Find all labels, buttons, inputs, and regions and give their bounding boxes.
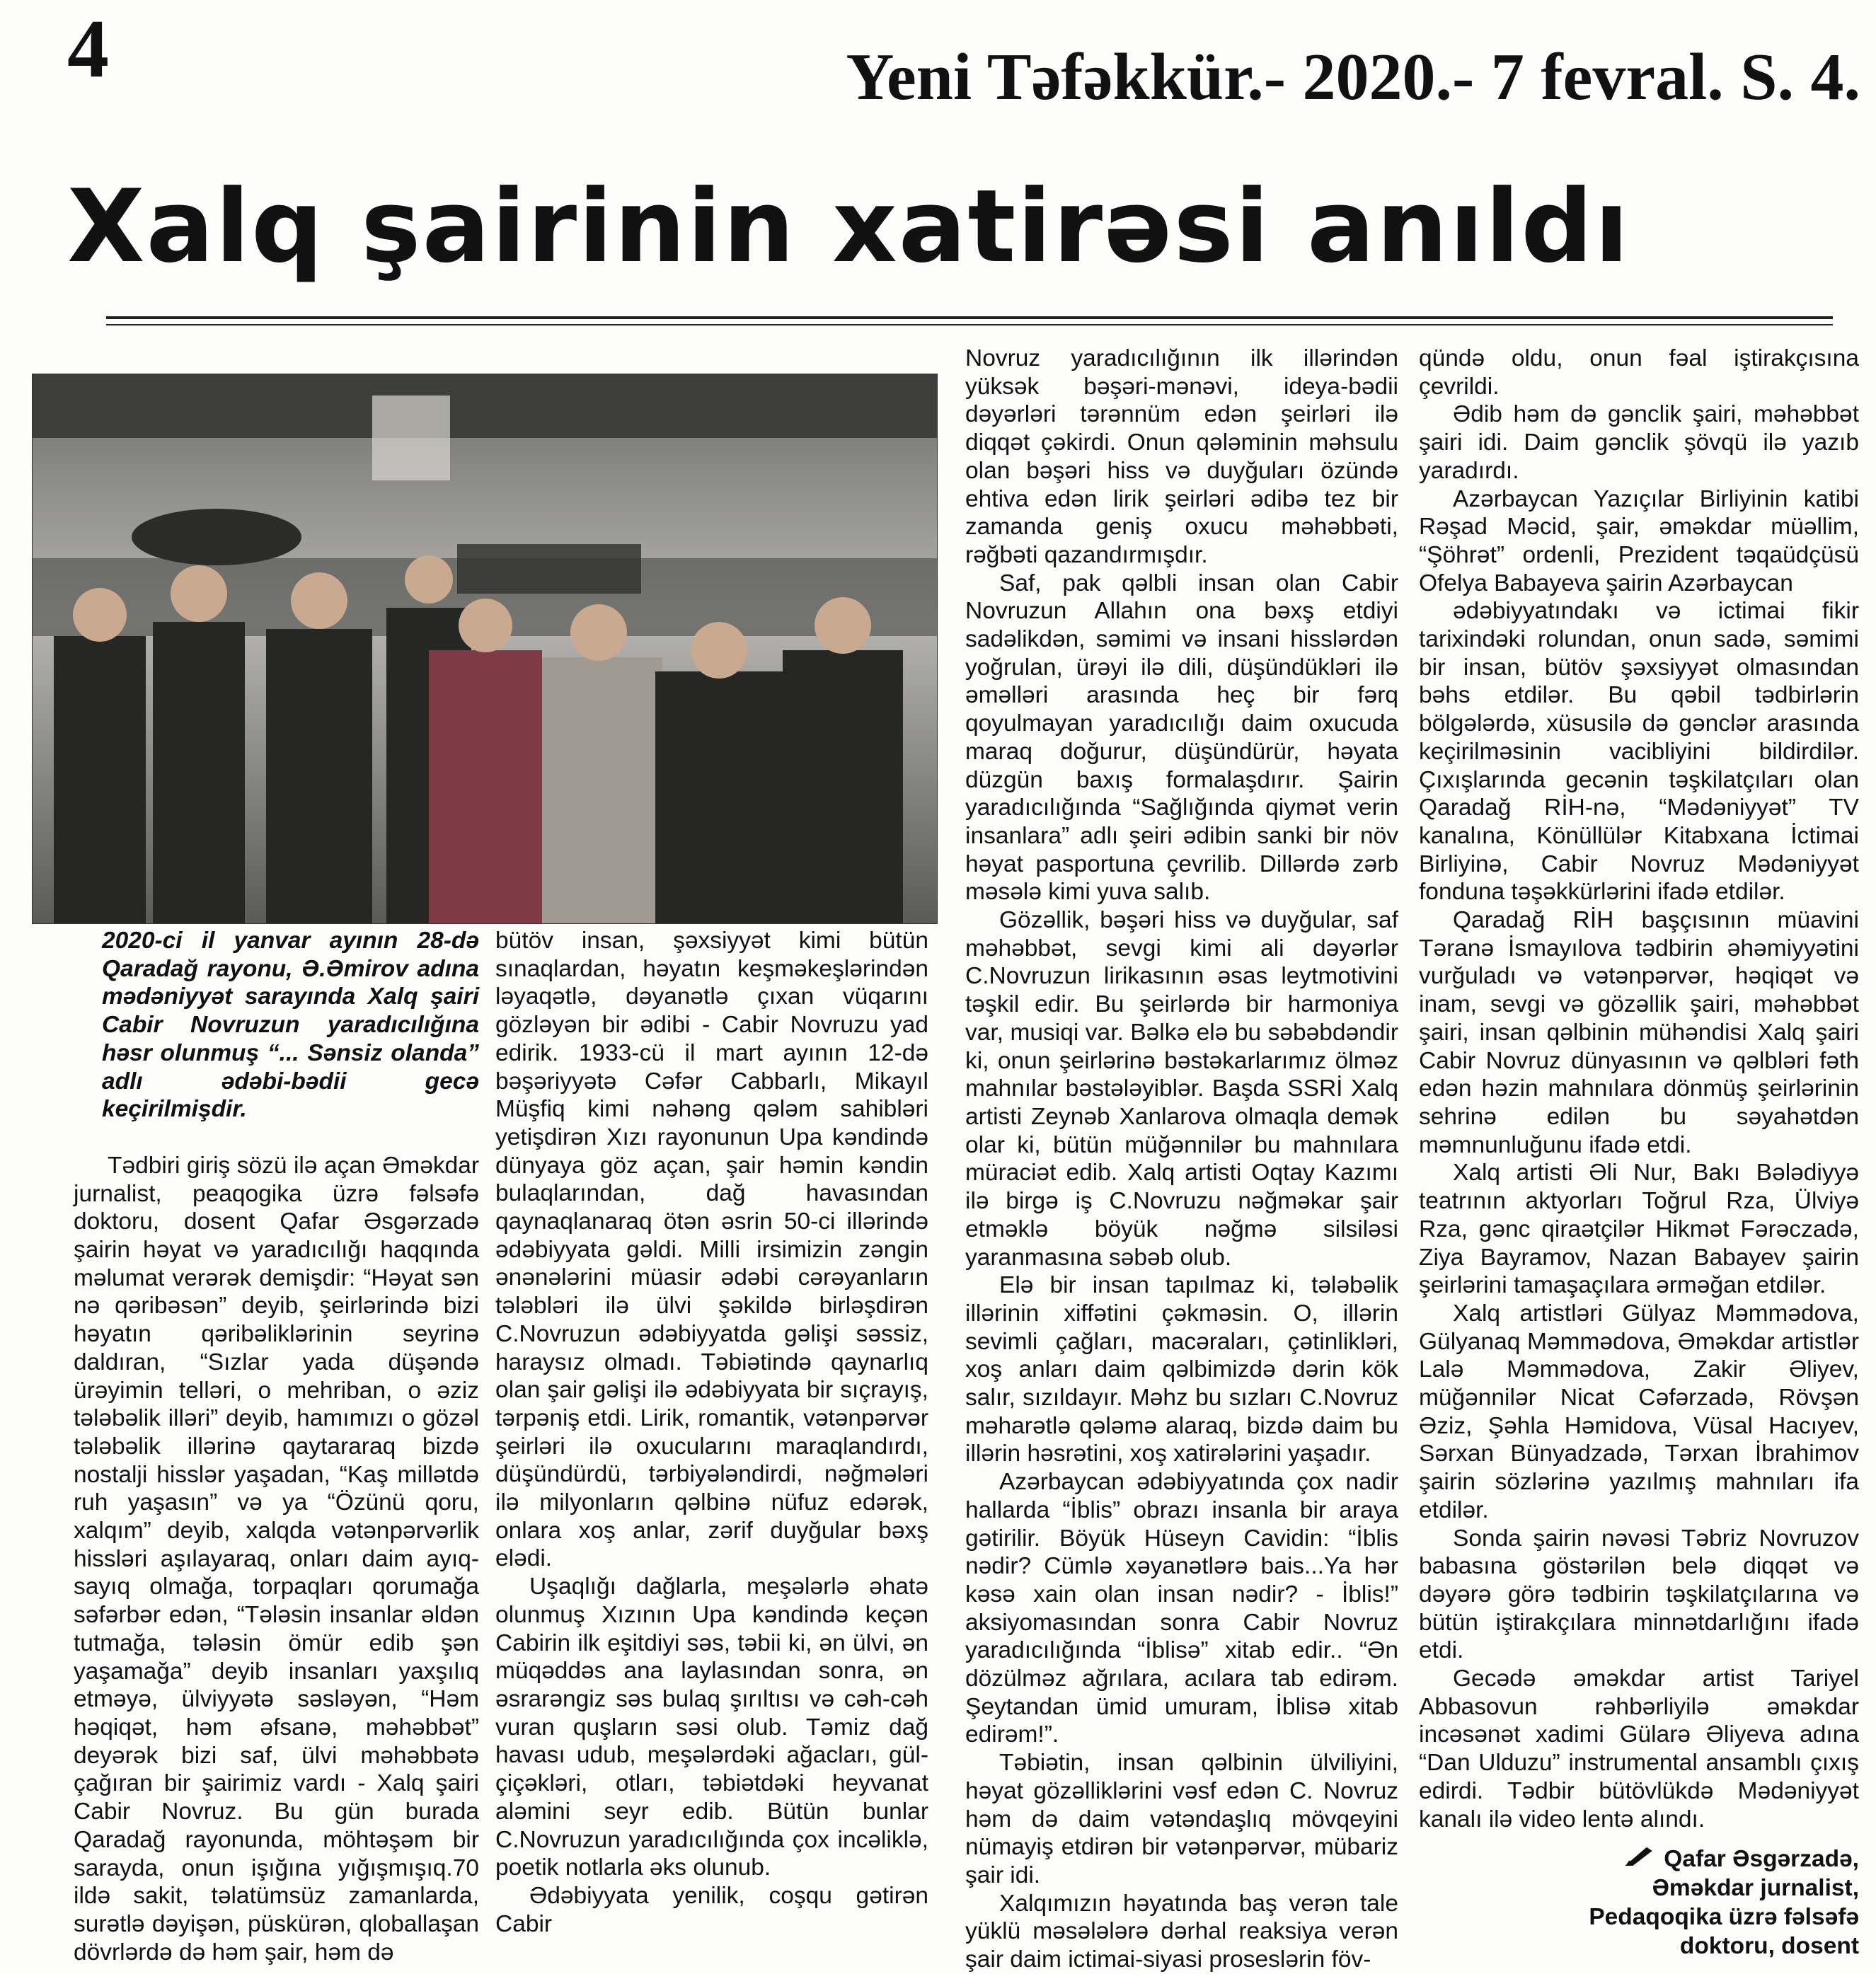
page-number: 4: [67, 2, 109, 95]
paragraph: Xalqımızın həyatında baş verən tale yüklü məsələlərə dərhal reaksiya verən şair daim ictimai-siyasi proseslərin föv-: [965, 1890, 1398, 1973]
paragraph: Azərbaycan Yazıçılar Birliyinin katibi Rəşad Məcid, şair, əməkdar müəllim, “Şöhrət” ordenli, Prezident təqaüdçüsü Ofelya Babayeva şairin Azərbaycan: [1419, 485, 1859, 596]
author-degree: Pedaqoqika üzrə fəlsəfə: [1589, 1904, 1859, 1931]
headline-rule-thin: [106, 324, 1833, 325]
paragraph: Tədbiri giriş sözü ilə açan Əməkdar jurnalist, peaqogika üzrə fəlsəfə doktoru, dosent Qafar Əsgərzadə şairin həyat və yaradıcılığı haqqında məlumat verərək demişdir: “Həyat sən nə qəribəsən” deyib, şeirlərində bizi həyatın qəribəliklərinin seyrinə daldıran, “Sızlar yada düşəndə ürəyimin telləri, o mehriban, o əziz tələbəlik illəri” deyib, hamımızı o gözəl tələbəlik illərinə qaytararaq bizdə nostalji hisslər yaşadan, “Kaş millətdə ruh yaşasın” və ya “Özünü qoru, xalqım” deyib, xalqda vətənpərvərlik hissləri aşılayaraq, onları daim ayıq- sayıq olmağa, torpaqları qorumağa səfərbər edən, “Tələsin insanlar əldən tutmağa, tələsin ömür edib şən yaşamağa” deyib insanları yaxşılıq etməyə, ülviyyətə səsləyən, “Həm həqiqət, həm əfsanə, məhəbbət” deyərək bizi saf, ülvi məhəbbətə çağıran bir şairimiz vardı - Xalq şairi Cabir Novruz. Bu gün burada Qaradağ rayonunda, möhtəşəm bir sarayda, onun işığına yığışmışıq.70 ildə sakit, təlatümsüz zamanlarda, surətlə dəyişən, püskürən, qloballaşan dövrlərdə də həm şair, həm də: [74, 1152, 479, 1966]
paragraph: Ədib həm də gənclik şairi, məhəbbət şairi idi. Daim gənclik şövqü ilə yazıb yaradırdı.: [1419, 401, 1859, 484]
author-name: Qafar Əsgərzadə,: [1664, 1846, 1859, 1873]
paragraph: Gecədə əməkdar artist Tariyel Abbasovun rəhbərliyilə əməkdar incəsənət xadimi Gülarə Əliyeva adına “Dan Ulduzu” instrumental ansamblı çıxış edirdi. Tədbir bütövlükdə Mədəniyyət kanalı ilə video lentə alındı.: [1419, 1666, 1859, 1832]
paragraph: Təbiətin, insan qəlbinin ülviliyini, həyat gözəlliklərini vəsf edən C. Novruz həm də daim vətəndaşlıq mövqeyini nümayiş etdirən bir vətənpərvər, mübariz şair idi.: [965, 1750, 1398, 1888]
headline-rule: [106, 316, 1833, 319]
source-citation: Yeni Təfəkkür.- 2020.- 7 fevral. S. 4.: [846, 40, 1860, 114]
article-column-2: [495, 927, 928, 1938]
author-position: doktoru, dosent: [1679, 1933, 1859, 1960]
paragraph: qündə oldu, onun fəal iştirakçısına çevrildi.: [1419, 345, 1859, 400]
event-photo: [32, 374, 938, 924]
paragraph: Gözəllik, bəşəri hiss və duyğular, saf məhəbbət, sevgi kimi ali dəyərlər C.Novruzun lirikasının əsas leytmotivini təşkil edir. Bu şeirlərdə bir harmoniya var, musiqi var. Bəlkə elə bu səbəbdəndir ki, onun şeirlərinə bəstəkarlarımız ölməz mahnılar bəstələyiblər. Başda SSRİ Xalq artisti Zeynəb Xanlarova olmaqla demək olar ki, bütün müğənnilər bu mahnılara müraciət edib. Xalq artisti Oqtay Kazımı ilə birgə iş C.Novruzu nəğməkar şair etməklə böyük nəğmə silsiləsi yaranmasına səbəb olub.: [965, 907, 1398, 1271]
paragraph: Novruz yaradıcılığının ilk illərindən yüksək bəşəri-mənəvi, ideya-bədii dəyərləri tərənnüm edən şeirləri ilə diqqət çəkirdi. Onun qələminin məhsulu olan bəşəri hiss və duyğuları özündə ehtiva edən lirik şeirləri ədibə tez bir zamanda geniş oxucu məhəbbəti, rəğbəti qazandırmışdır.: [965, 345, 1398, 568]
paragraph: Sonda şairin nəvəsi Təbriz Novruzov babasına göstərilən belə diqqət və dəyərə görə tədbirin təşkilatçılarına və bütün iştirakçılara minnətdarlığını ifadə etdi.: [1419, 1525, 1859, 1664]
article-column-3: [965, 345, 1398, 1974]
paragraph: bütöv insan, şəxsiyyət kimi bütün sınaqlardan, həyatın keşməkeşlərindən ləyaqətlə, dəyanətlə çıxan vüqarını gözləyən bir ədibi - Cabir Novruzu yad edirik. 1933-cü il mart ayının 12-də bəşəriyyətə Cəfər Cabbarlı, Mikayıl Müşfiq kimi nəhəng qələm sahibləri yetişdirən Xızı rayonunun Upa kəndində dünyaya göz açan, şair həmin kəndin bulaqlarından, dağ havasından qaynaqlanaraq ötən əsrin 50-ci illərində ədəbiyyata gəldi. Milli irsimizin zəngin ənənələrini müasir ədəbi cərəyanların tələbləri ilə ülvi şəkildə birləşdirən C.Novruzun ədəbiyyatda gəlişi səssiz, haraysız olmadı. Təbiətində qaynarlıq olan şair gəlişi ilə ədəbiyyata bir sıçrayış, tərpəniş etdi. Lirik, romantik, vətənpərvər şeirləri ilə oxucularını maraqlandırdı, düşündürdü, tərbiyələndirdi, nəğmələri ilə milyonların qəlbinə nüfuz edərək, onlara xoş anlar, zərif duyğular bəxş elədi.: [495, 928, 928, 1572]
paragraph: Qaradağ RİH başçısının müavini Təranə İsmayılova tədbirin əhəmiyyətini vurğuladı və vətənpərvər, həqiqət və inam, sevgi və gözəllik şairi, məhəbbət şairi, insan qəlbinin mühəndisi Xalq şairi Cabir Novruz dünyasının və qəlbləri fəth edən həzin mahnılara dönmüş şeirlərinin sehrinə edilən bu səyahətdən məmnunluğunu ifadə etdi.: [1419, 907, 1859, 1158]
photo-caption: 2020-ci il yanvar ayının 28-də Qaradağ rayonu, Ə.Əmirov adına mədəniyyət sarayında Xalq şairi Cabir Novruzun yaradıcılığına həsr olunmuş “... Sənsiz olanda” adlı ədəbi-bədii gecə keçirilmişdir.: [102, 928, 479, 1123]
author-title: Əməkdar jurnalist,: [1652, 1875, 1859, 1902]
pen-icon: [1625, 1845, 1652, 1874]
article-column-1: [74, 927, 479, 1966]
article-column-4: [1419, 345, 1859, 1961]
paragraph: Xalq artisti Əli Nur, Bakı Bələdiyyə teatrının aktyorları Toğrul Rza, Ülviyə Rza, gənc qiraətçilər Hikmət Fərəczadə, Ziya Bayramov, Nazan Babayev şairin şeirlərini tamaşaçılara ərməğan etdilər.: [1419, 1160, 1859, 1299]
paragraph: Elə bir insan tapılmaz ki, tələbəlik illərinin xiffətini çəkməsin. O, illərin sevimli çağları, macəraları, çətinlikləri, xoş anları daim qəlbimizdə dərin kök salır, sızıldayır. Məhz bu sızları C.Novruz məharətlə qələmə alaraq, bizdə daim bu illərin həsrətini, xoş xatirələrini yaşadır.: [965, 1272, 1398, 1467]
paragraph: Ədəbiyyata yenilik, coşqu gətirən Cabir: [495, 1882, 928, 1937]
photo-image: [33, 374, 937, 923]
article-headline: Xalq şairinin xatirəsi anıldı: [67, 168, 1630, 285]
paragraph: Saf, pak qəlbli insan olan Cabir Novruzun Allahın ona bəxş etdiyi sadəlikdən, səmimi və insani hisslərdən yoğrulan, ürəyi ilə dili, düşündükləri ilə əməlləri arasında heç bir fərq qoyulmayan yaradıcılığı daim oxucuda maraq doğurur, düşündürür, həyata düzgün baxış formalaşdırır. Şairin yaradıcılığında “Sağlığında qiymət verin insanlara” adlı şeiri ədibin sanki bir növ həyat pasportuna çevrilib. Dillərdə zərb məsələ kimi yuva salıb.: [965, 570, 1398, 906]
paragraph: Azərbaycan ədəbiyyatında çox nadir hallarda “İblis” obrazı insanla bir araya gətirilir. Böyük Hüseyn Cavidin: “İblis nədir? Cümlə xəyanətlərə bais...Ya hər kəsə xain olan insan nədir? - İblis!” aksiyomasından sonra Cabir Novruz yaradıcılığında “İblisə” xitab edir.. “Ən dözülməz ağrılara, acılara tab edirəm. Şeytandan ümid umuram, İblisə xitab edirəm!”.: [965, 1469, 1398, 1748]
author-signature: [1419, 1845, 1859, 1961]
paragraph: Xalq artistləri Gülyaz Məmmədova, Gülyanaq Məmmədova, Əməkdar artistlər Lalə Məmmədova, Zakir Əliyev, müğənnilər Nicat Cəfərzadə, Rövşən Əziz, Şəhla Həmidova, Vüsal Hacıyev, Sərxan Bünyadzadə, Tərxan İbrahimov şairin sözlərinə yazılmış mahnıları ifa etdilər.: [1419, 1300, 1859, 1523]
paragraph: ədəbiyyatındakı və ictimai fikir tarixindəki rolundan, onun sadə, səmimi bir insan, bütöv şəxsiyyət olmasından bəhs etdilər. Bu qəbil tədbirlərin bölgələrdə, xüsusilə də gənclər arasında keçirilməsinin vacibliyini bildirdilər. Çıxışlarında gecənin təşkilatçıları olan Qaradağ RİH-nə, “Mədəniyyət” TV kanalına, Könüllülər Kitabxana İctimai Birliyinə, Cabir Novruz Mədəniyyət fonduna təşəkkürlərini ifadə etdilər.: [1419, 598, 1859, 906]
paragraph: Uşaqlığı dağlarla, meşələrlə əhatə olunmuş Xızının Upa kəndində keçən Cabirin ilk eşitdiyi səs, təbii ki, ən ülvi, ən müqəddəs ana laylasından sonra, ən əsrarəngiz səs bulaq şırıltısı və cəh-cəh vuran quşların səsi olub. Təmiz dağ havası udub, meşələrdəki ağacları, gül-çiçəkləri, otları, təbiətdəki heyvanat aləmini seyr edib. Bütün bunlar C.Novruzun yaradıcılığında çox incəliklə, poetik notlarla əks olunub.: [495, 1574, 928, 1881]
